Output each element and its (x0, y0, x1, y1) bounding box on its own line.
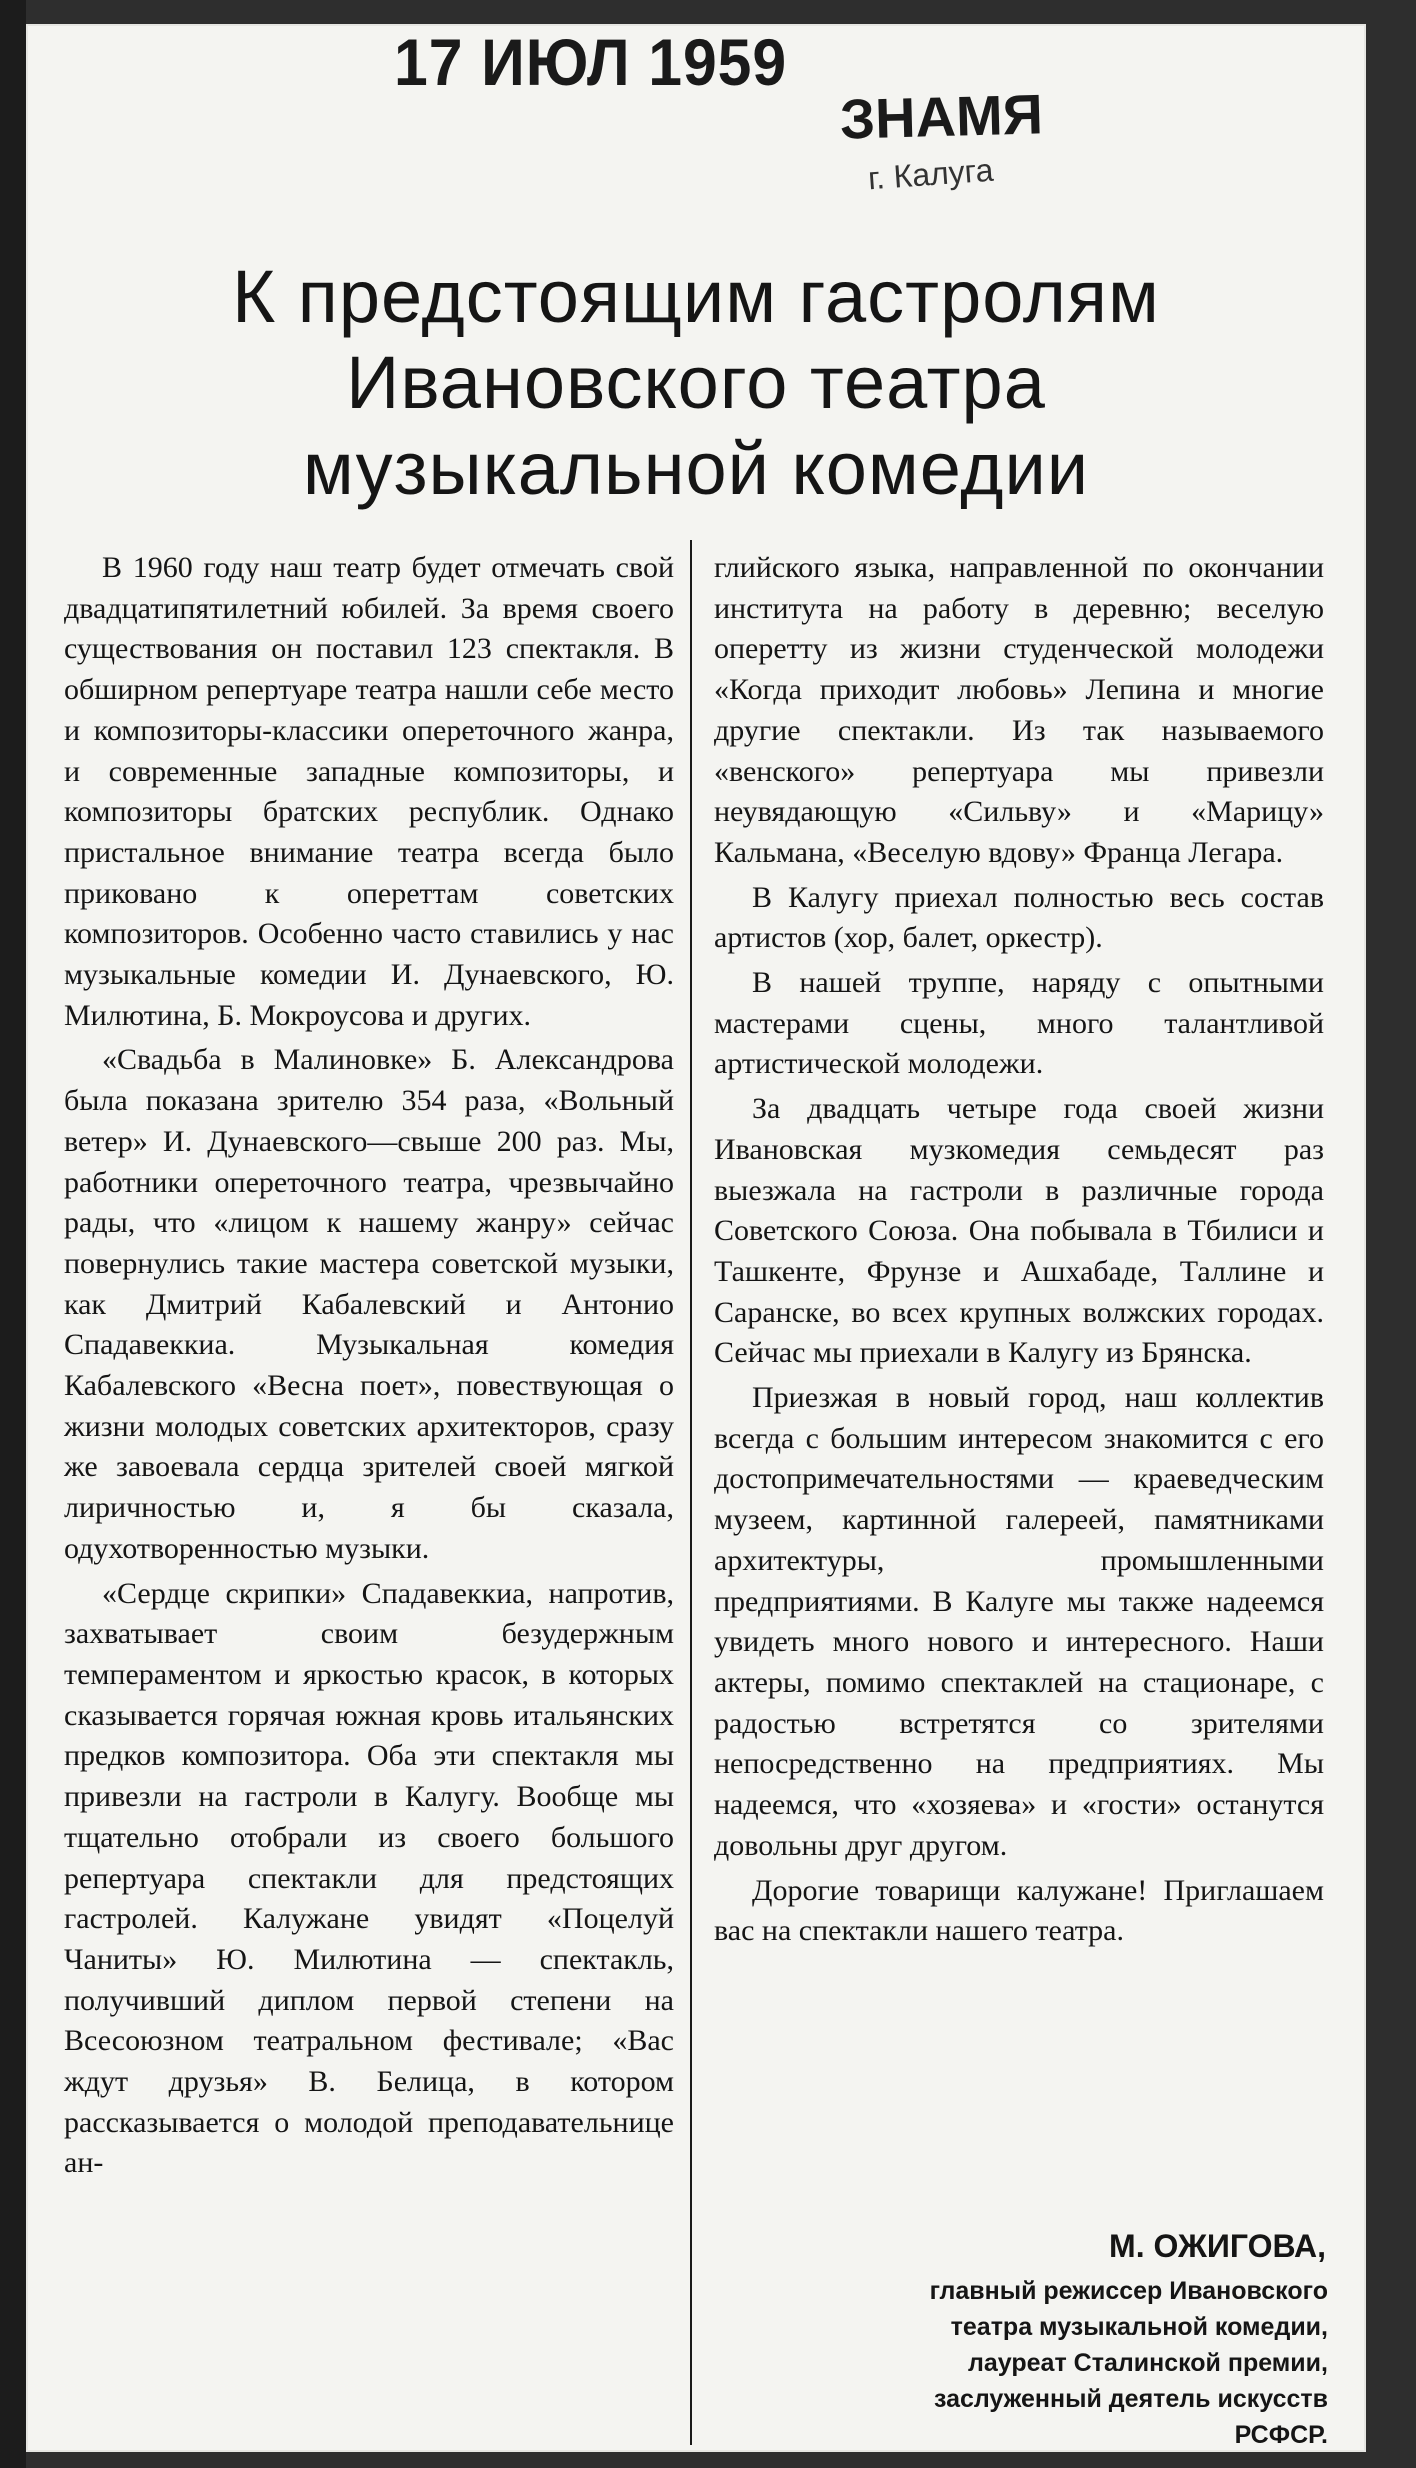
paragraph: глийского языка, направленной по окончании института на работу в деревню; веселую оперетту из жизни студенческой молодежи «Когда приходит любовь» Лепина и многие другие спектакли. Из так называемого «венского» репертуара мы привезли неувядающую «Сильву» и «Марицу» Кальмана, «Веселую вдову» Франца Легара. (714, 551, 1324, 869)
author-title: лауреат Сталинской премии, (968, 2349, 1328, 2377)
headline-line-1: К предстоящим гастролям (232, 255, 1160, 338)
paragraph: Приезжая в новый город, наш коллектив всегда с большим интересом знакомится с его достопримечательностями — краеведческим музеем, картинной галереей, памятниками архитектуры, промышленными предприятиями. В Калуге мы также надеемся увидеть много нового и интересного. Наши актеры, помимо спектаклей на стационаре, с радостью встретятся со зрителями непосредственно на предприятиях. Мы надеемся, что «хозяева» и «гости» останутся довольны друг другом. (714, 1381, 1324, 1862)
paragraph: За двадцать четыре года своей жизни Ивановская музкомедия семьдесят раз выезжала на гастроли в различные города Советского Союза. Она побывала в Тбилиси и Ташкенте, Фрунзе и Ашхабаде, Таллине и Саранске, во всех крупных волжских городах. Сейчас мы приехали в Калугу из Брянска. (714, 1092, 1324, 1370)
column-divider (690, 540, 692, 2445)
paragraph: В нашей труппе, наряду с опытными мастерами сцены, много талантливой артистической молодежи. (714, 966, 1324, 1081)
article-left-column (64, 548, 674, 2188)
author-title: театра музыкальной комедии, (950, 2313, 1328, 2341)
author-title: главный режиссер Ивановского (929, 2277, 1328, 2305)
headline-line-2: Ивановского театра (346, 341, 1046, 424)
scan-margin (0, 0, 26, 2468)
author-title: РСФСР. (1234, 2421, 1328, 2449)
author-title: заслуженный деятель искусств (933, 2385, 1328, 2413)
paragraph: Дорогие товарищи калужане! Приглашаем вас на спектакли нашего театра. (714, 1873, 1324, 1948)
paragraph: «Свадьба в Малиновке» Б. Александрова была показана зрителю 354 раза, «Вольный ветер» И. Дунаевского—свыше 200 раз. Мы, работники опереточного театра, чрезвычайно рады, что «лицом к нашему жанру» сейчас повернулись такие мастера советской музыки, как Дмитрий Кабалевский и Антонио Спадавеккиа. Музыкальная комедия Кабалевского «Весна поет», повествующая о жизни молодых советских архитекторов, сразу же завоевала сердца зрителей своей мягкой лиричностью и, я бы сказала, одухотворенностью музыки. (64, 1043, 674, 1565)
author-name: М. ОЖИГОВА, (1109, 2228, 1326, 2264)
paragraph: В 1960 году наш театр будет отмечать свой двадцатипятилетний юбилей. За время своего существования он поставил 123 спектакля. В обширном репертуаре театра нашли себе место и композиторы-классики опереточного жанра, и современные западные композиторы, и композиторы братских республик. Однако пристальное внимание театра всегда было приковано к опереттам советских композиторов. Особенно часто ставились у нас музыкальные комедии И. Дунаевского, Ю. Милютина, Б. Мокроусова и других. (64, 551, 674, 1032)
author-signature (746, 2228, 1346, 2452)
city-stamp: г. Калуга (866, 151, 995, 197)
newspaper-clipping (26, 24, 1366, 2452)
date-stamp: 17 ИЮЛ 1959 (394, 25, 788, 99)
article-right-column (714, 548, 1324, 1956)
headline-line-3: музыкальной комедии (302, 427, 1090, 510)
headline (26, 254, 1366, 512)
paragraph: «Сердце скрипки» Спадавеккиа, напротив, захватывает своим безудержным темпераментом и яркостью красок, в которых сказывается горячая южная кровь итальянских предков композитора. Оба эти спектакля мы привезли на гастроли в Калугу. Вообще мы тщательно отобрали из своего большого репертуара спектакли для предстоящих гастролей. Калужане увидят «Поцелуй Чаниты» Ю. Милютина — спектакль, получивший диплом первой степени на Всесоюзном театральном фестивале; «Вас ждут друзья» В. Белица, в котором рассказывается о молодой преподавательнице ан- (64, 1576, 674, 2180)
paragraph: В Калугу приехал полностью весь состав артистов (хор, балет, оркестр). (714, 880, 1324, 955)
newspaper-stamp: ЗНАМЯ (839, 82, 1044, 151)
